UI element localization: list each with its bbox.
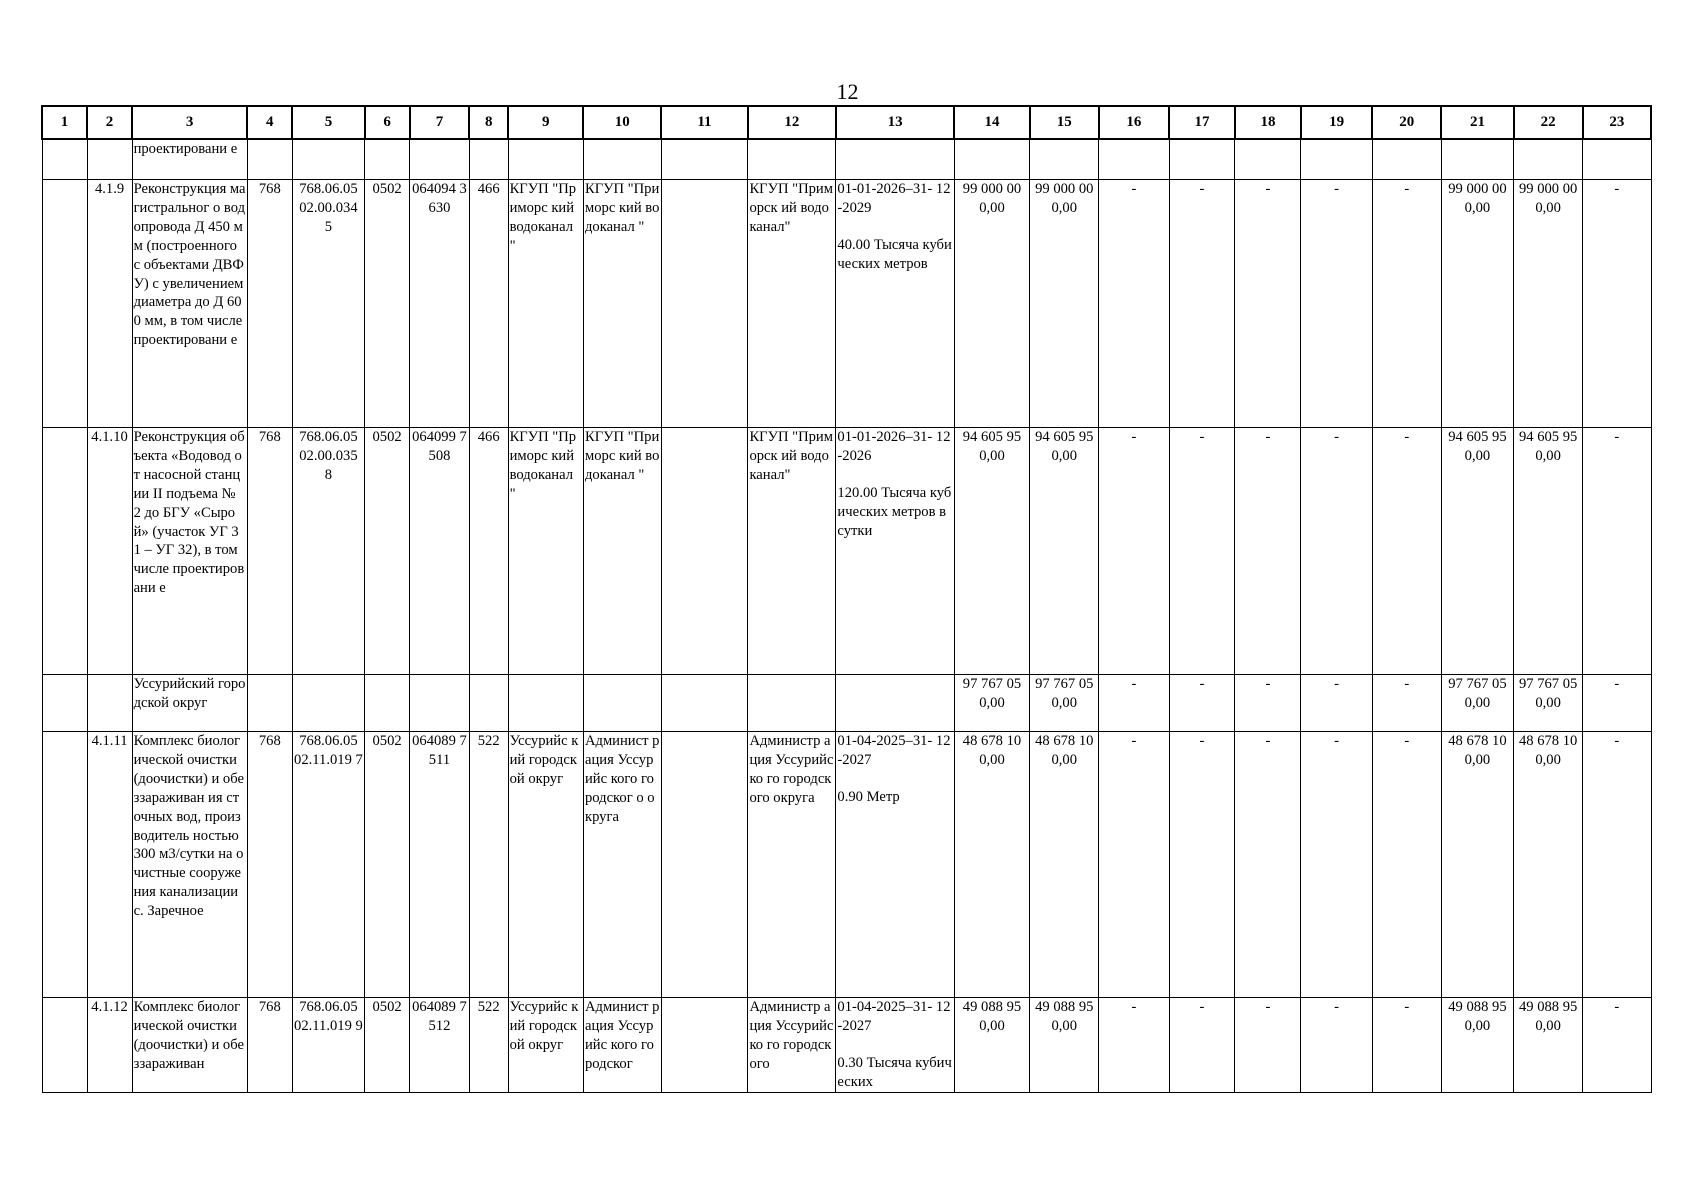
cell-c12	[748, 139, 836, 180]
cell-c8: 522	[469, 732, 508, 998]
cell-c15	[1030, 139, 1099, 180]
cell-c13	[836, 428, 954, 675]
column-header: 22	[1514, 106, 1583, 139]
column-header: 10	[583, 106, 661, 139]
cell-c13	[836, 675, 954, 732]
cell-c7: 064094 3630	[410, 180, 470, 428]
cell-c4	[247, 675, 292, 732]
cell-c21: 49 088 95 0,00	[1441, 998, 1513, 1093]
cell-c10: Админист рация Уссурийс кого городског о округа	[583, 732, 661, 998]
cell-code	[87, 139, 132, 180]
column-header: 2	[87, 106, 132, 139]
cell-c4: 768	[247, 998, 292, 1093]
cell-c7: 064089 7511	[410, 732, 470, 998]
cell-number: 4.1.12	[87, 998, 132, 1093]
cell-c14: 94 605 95 0,00	[954, 428, 1029, 675]
cell-empty	[42, 428, 87, 675]
cell-c5	[292, 139, 364, 180]
cell-c14: 49 088 95 0,00	[954, 998, 1029, 1093]
cell-c8	[469, 139, 508, 180]
cell-c15: 97 767 05 0,00	[1030, 675, 1099, 732]
cell-c6	[365, 675, 410, 732]
column-header: 3	[132, 106, 247, 139]
cell-c22	[1514, 139, 1583, 180]
cell-c20: -	[1372, 675, 1441, 732]
cell-c20: -	[1372, 428, 1441, 675]
cell-c6: 0502	[365, 998, 410, 1093]
cell-c20: -	[1372, 998, 1441, 1093]
table-row	[42, 428, 1651, 675]
cell-c18: -	[1235, 675, 1301, 732]
cell-c18: -	[1235, 180, 1301, 428]
column-header: 21	[1441, 106, 1513, 139]
cell-c16	[1099, 139, 1169, 180]
cell-c14: 97 767 05 0,00	[954, 675, 1029, 732]
budget-table	[41, 105, 1652, 1093]
capacity: 40.00 Тысяча кубических метров	[837, 236, 952, 272]
cell-empty	[42, 998, 87, 1093]
cell-c20: -	[1372, 732, 1441, 998]
cell-c7: 064089 7512	[410, 998, 470, 1093]
cell-c17: -	[1169, 180, 1235, 428]
cell-c23: -	[1583, 998, 1651, 1093]
cell-c13	[836, 139, 954, 180]
cell-c14: 99 000 00 0,00	[954, 180, 1029, 428]
column-header: 15	[1030, 106, 1099, 139]
cell-c22: 49 088 95 0,00	[1514, 998, 1583, 1093]
column-header: 20	[1372, 106, 1441, 139]
cell-c11	[661, 998, 748, 1093]
cell-name: Комплекс биологической очистки (доочистки) и обеззараживан ия сточных вод, производитель ностью 300 м3/сутки на очистные сооружения канализации с. Заречное	[132, 732, 247, 998]
cell-c16: -	[1099, 428, 1169, 675]
cell-c16: -	[1099, 180, 1169, 428]
cell-c23	[1583, 139, 1651, 180]
cell-c17: -	[1169, 998, 1235, 1093]
cell-c18: -	[1235, 998, 1301, 1093]
cell-c20	[1372, 139, 1441, 180]
cell-c8	[469, 675, 508, 732]
cell-c17	[1169, 139, 1235, 180]
cell-c13	[836, 998, 954, 1093]
cell-c18: -	[1235, 732, 1301, 998]
cell-c19: -	[1301, 180, 1372, 428]
cell-c21: 97 767 05 0,00	[1441, 675, 1513, 732]
cell-c19	[1301, 139, 1372, 180]
header-row	[42, 106, 1651, 139]
cell-c9	[508, 675, 583, 732]
cell-c13	[836, 180, 954, 428]
column-header: 8	[469, 106, 508, 139]
cell-c5: 768.06.05 02.00.035 8	[292, 428, 364, 675]
cell-c18: -	[1235, 428, 1301, 675]
cell-c10: Админист рация Уссурийс кого городског	[583, 998, 661, 1093]
cell-c21: 99 000 00 0,00	[1441, 180, 1513, 428]
cell-c9	[508, 139, 583, 180]
column-header: 6	[365, 106, 410, 139]
cell-c18	[1235, 139, 1301, 180]
column-header: 18	[1235, 106, 1301, 139]
cell-c21: 48 678 10 0,00	[1441, 732, 1513, 998]
cell-c7	[410, 675, 470, 732]
cell-c8: 466	[469, 428, 508, 675]
cell-c8: 466	[469, 180, 508, 428]
column-header: 17	[1169, 106, 1235, 139]
cell-c9: Уссурийс кий городской округ	[508, 998, 583, 1093]
cell-c7	[410, 139, 470, 180]
cell-c4: 768	[247, 428, 292, 675]
cell-c17: -	[1169, 675, 1235, 732]
cell-c16: -	[1099, 998, 1169, 1093]
period: 01-04-2025–31- 12-2027	[837, 999, 951, 1034]
cell-name: проектировани е	[132, 139, 247, 180]
cell-c23: -	[1583, 428, 1651, 675]
cell-c10: КГУП "Приморс кий водоканал "	[583, 180, 661, 428]
column-header: 14	[954, 106, 1029, 139]
cell-c11	[661, 732, 748, 998]
cell-c15: 99 000 00 0,00	[1030, 180, 1099, 428]
cell-c9: КГУП "Приморс кий водоканал "	[508, 180, 583, 428]
cell-c19: -	[1301, 998, 1372, 1093]
cell-c23: -	[1583, 732, 1651, 998]
cell-name: Уссурийский городской округ	[132, 675, 247, 732]
table-row	[42, 998, 1651, 1093]
capacity: 0.30 Тысяча кубических	[837, 1054, 952, 1090]
cell-c11	[661, 139, 748, 180]
column-header: 5	[292, 106, 364, 139]
column-header: 7	[410, 106, 470, 139]
cell-c15: 49 088 95 0,00	[1030, 998, 1099, 1093]
cell-c14: 48 678 10 0,00	[954, 732, 1029, 998]
cell-c12	[748, 675, 836, 732]
column-header: 13	[836, 106, 954, 139]
cell-empty	[42, 732, 87, 998]
cell-c6: 0502	[365, 732, 410, 998]
cell-c16: -	[1099, 732, 1169, 998]
cell-c12: КГУП "Приморск ий водоканал"	[748, 180, 836, 428]
column-header: 16	[1099, 106, 1169, 139]
cell-c16: -	[1099, 675, 1169, 732]
period: 01-01-2026–31- 12-2026	[837, 429, 951, 464]
cell-c19: -	[1301, 732, 1372, 998]
cell-number	[87, 675, 132, 732]
table-row	[42, 675, 1651, 732]
page-number: 12	[836, 79, 859, 104]
cell-c17: -	[1169, 732, 1235, 998]
cell-c4: 768	[247, 732, 292, 998]
cell-c11	[661, 675, 748, 732]
cell-c8: 522	[469, 998, 508, 1093]
cell-c15: 48 678 10 0,00	[1030, 732, 1099, 998]
column-header: 4	[247, 106, 292, 139]
cell-c22: 94 605 95 0,00	[1514, 428, 1583, 675]
cell-c10: КГУП "Приморс кий водоканал "	[583, 428, 661, 675]
cell-empty	[42, 675, 87, 732]
cell-c12: Администр ация Уссурийско го городского	[748, 998, 836, 1093]
table-row	[42, 732, 1651, 998]
cell-c4	[247, 139, 292, 180]
cell-c21: 94 605 95 0,00	[1441, 428, 1513, 675]
cell-c10	[583, 139, 661, 180]
cell-c22: 99 000 00 0,00	[1514, 180, 1583, 428]
cell-c11	[661, 428, 748, 675]
cell-c20: -	[1372, 180, 1441, 428]
cell-c21	[1441, 139, 1513, 180]
table-row	[42, 180, 1651, 428]
cell-c4: 768	[247, 180, 292, 428]
cell-c23: -	[1583, 180, 1651, 428]
cell-c13	[836, 732, 954, 998]
cell-number: 4.1.9	[87, 180, 132, 428]
cell-c22: 48 678 10 0,00	[1514, 732, 1583, 998]
cell-c6: 0502	[365, 180, 410, 428]
column-header: 9	[508, 106, 583, 139]
cell-c9: КГУП "Приморс кий водоканал "	[508, 428, 583, 675]
cell-c22: 97 767 05 0,00	[1514, 675, 1583, 732]
cell-c5: 768.06.05 02.00.034 5	[292, 180, 364, 428]
cell-number: 4.1.11	[87, 732, 132, 998]
column-header: 12	[748, 106, 836, 139]
table-row	[42, 139, 1651, 180]
cell-c7: 064099 7508	[410, 428, 470, 675]
cell-c19: -	[1301, 428, 1372, 675]
column-header: 23	[1583, 106, 1651, 139]
cell-c10	[583, 675, 661, 732]
cell-c5: 768.06.05 02.11.019 9	[292, 998, 364, 1093]
cell-c15: 94 605 95 0,00	[1030, 428, 1099, 675]
cell-c11	[661, 180, 748, 428]
cell-name: Реконструкция объекта «Водовод от насосной станции II подъема № 2 до БГУ «Сырой» (участок УГ 31 – УГ 32), в том числе проектировани е	[132, 428, 247, 675]
cell-c17: -	[1169, 428, 1235, 675]
cell-c14	[954, 139, 1029, 180]
period: 01-04-2025–31- 12-2027	[837, 733, 951, 768]
cell-c5: 768.06.05 02.11.019 7	[292, 732, 364, 998]
cell-name: Комплекс биологической очистки (доочистки) и обеззараживан	[132, 998, 247, 1093]
cell-empty	[42, 180, 87, 428]
cell-c23: -	[1583, 675, 1651, 732]
column-header: 19	[1301, 106, 1372, 139]
period: 01-01-2026–31- 12-2029	[837, 181, 951, 216]
capacity: 0.90 Метр	[837, 788, 900, 805]
cell-c6	[365, 139, 410, 180]
column-header: 11	[661, 106, 748, 139]
cell-c19: -	[1301, 675, 1372, 732]
cell-c5	[292, 675, 364, 732]
column-header: 1	[42, 106, 87, 139]
cell-c12: КГУП "Приморск ий водоканал"	[748, 428, 836, 675]
cell-c12: Администр ация Уссурийско го городского округа	[748, 732, 836, 998]
cell-name: Реконструкция магистральног о водопровода Д 450 мм (построенного с объектами ДВФУ) с увеличением диаметра до Д 600 мм, в том числе проектировани е	[132, 180, 247, 428]
cell-c6: 0502	[365, 428, 410, 675]
cell-c9: Уссурийс кий городской округ	[508, 732, 583, 998]
cell-number	[42, 139, 87, 180]
cell-number: 4.1.10	[87, 428, 132, 675]
capacity: 120.00 Тысяча кубических метров в сутки	[837, 484, 952, 539]
